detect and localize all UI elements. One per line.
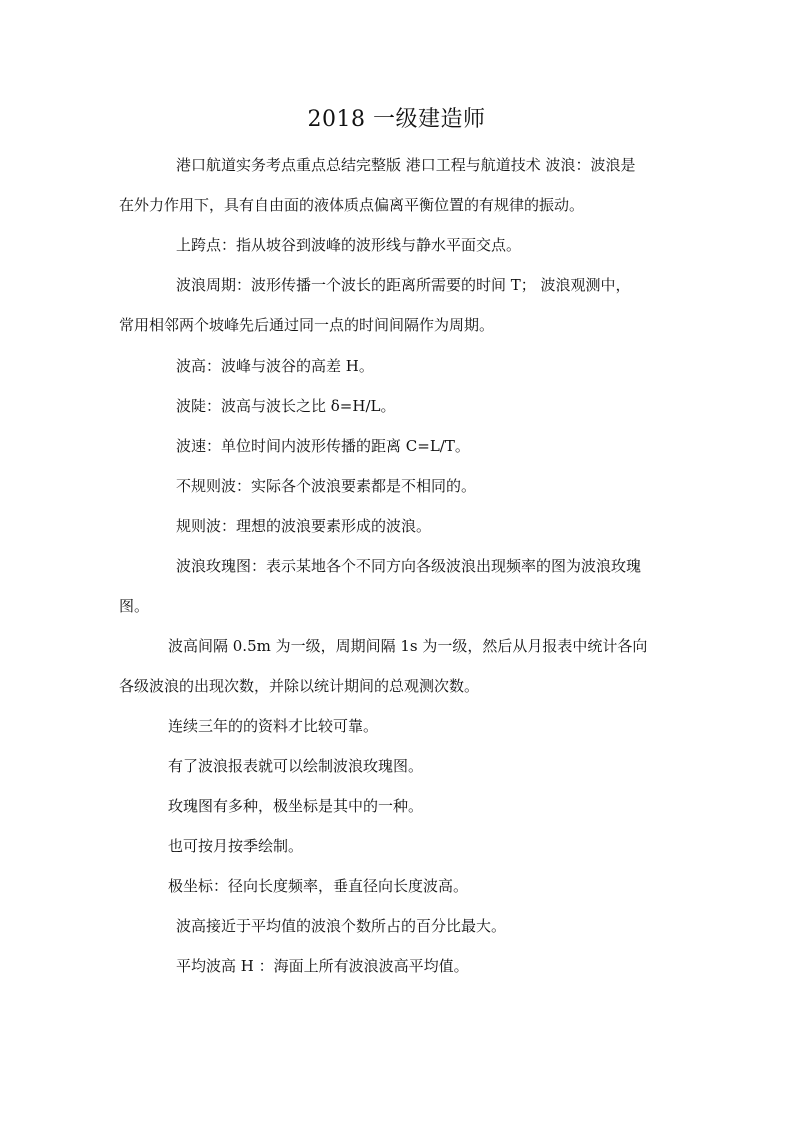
document-title: 2018 一级建造师 xyxy=(307,107,486,132)
text-line: 图。 xyxy=(119,597,150,615)
text-line: 连续三年的的资料才比较可靠。 xyxy=(168,717,379,735)
text-line: 波速：单位时间内波形传播的距离 C=L/T。 xyxy=(176,437,470,455)
text-line: 波高：波峰与波谷的高差 H。 xyxy=(176,357,374,375)
text-line: 上跨点：指从坡谷到波峰的波形线与静水平面交点。 xyxy=(176,236,522,254)
text-line: 波浪玫瑰图：表示某地各个不同方向各级波浪出现频率的图为波浪玫瑰 xyxy=(176,557,642,575)
text-line: 玫瑰图有多种，极坐标是其中的一种。 xyxy=(168,797,424,815)
text-line: 港口航道实务考点重点总结完整版 港口工程与航道技术 波浪：波浪是 xyxy=(176,156,636,174)
text-line: 波高接近于平均值的波浪个数所占的百分比最大。 xyxy=(176,917,507,935)
text-line: 有了波浪报表就可以绘制波浪玫瑰图。 xyxy=(168,757,424,775)
text-line: 平均波高 H ：海面上所有波浪波高平均值。 xyxy=(176,957,469,975)
text-line: 在外力作用下，具有自由面的液体质点偏离平衡位置的有规律的振动。 xyxy=(119,196,585,214)
text-line: 规则波：理想的波浪要素形成的波浪。 xyxy=(176,517,432,535)
text-line: 各级波浪的出现次数，并除以统计期间的总观测次数。 xyxy=(119,677,480,695)
text-line: 波高间隔 0.5m 为一级，周期间隔 1s 为一级，然后从月报表中统计各向 xyxy=(168,637,648,655)
text-line: 不规则波：实际各个波浪要素都是不相同的。 xyxy=(176,477,477,495)
text-line: 波陡：波高与波长之比 δ=H/L。 xyxy=(176,397,396,415)
text-line: 也可按月按季绘制。 xyxy=(168,837,304,855)
text-line: 波浪周期：波形传播一个波长的距离所需要的时间 T； 波浪观测中， xyxy=(176,276,631,294)
text-line: 常用相邻两个坡峰先后通过同一点的时间间隔作为周期。 xyxy=(119,316,495,334)
text-line: 极坐标：径向长度频率，垂直径向长度波高。 xyxy=(168,877,469,895)
